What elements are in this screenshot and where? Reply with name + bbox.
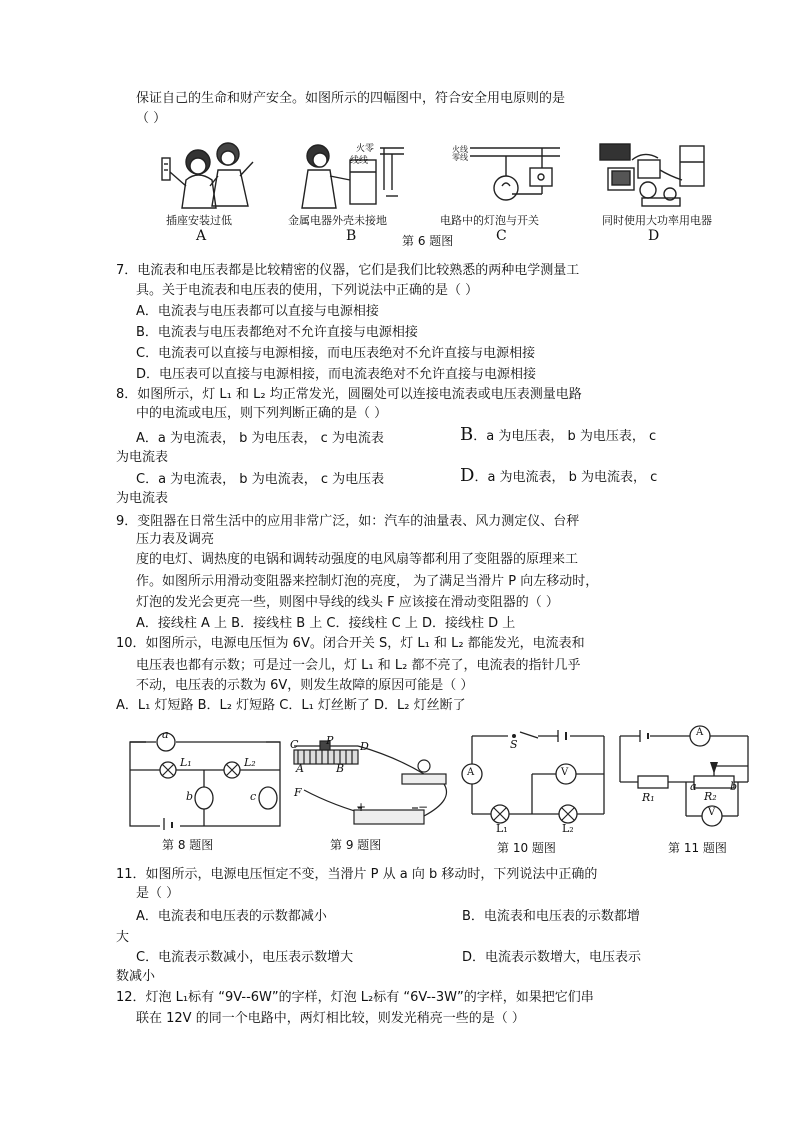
q8-stem2: 中的电流或电压，则下列判断正确的是（ ） [136, 406, 388, 421]
q6-caption-d: 同时使用大功率用电器 [602, 214, 712, 227]
q11-option-b: B．电流表和电压表的示数都增 [462, 909, 640, 924]
q9-label-minus: − [418, 800, 429, 814]
q7-option-c: C．电流表可以直接与电源相接，而电压表绝对不允许直接与电源相接 [136, 346, 536, 361]
q10-label-s: S [510, 738, 518, 751]
q8-option-b-text: ．a 为电压表， b 为电压表， c [473, 429, 657, 444]
q8-label-a: a [162, 728, 169, 741]
q9-stem1: 9．变阻器在日常生活中的应用非常广泛，如：汽车的油量表、风力测定仪、台秤 [116, 514, 580, 529]
q10-label-l2: L₂ [562, 822, 574, 835]
q10-stem1: 10．如图所示，电源电压恒为 6V。闭合开关 S，灯 L₁ 和 L₂ 都能发光，电流表和 [116, 636, 585, 651]
q9-stem3: 度的电灯、调热度的电锅和调转动强度的电风扇等都利用了变阻器的原理来工 [136, 552, 579, 567]
q10-label-ammeter: A [467, 767, 475, 778]
q9-label-a: A [296, 762, 304, 775]
q7-option-d: D．电压表可以直接与电源相接，而电流表绝对不允许直接与电源相接 [136, 367, 537, 382]
q6-c-label-live: 火线 [452, 145, 468, 154]
q9-label-p: P [326, 734, 334, 747]
q8-option-d [460, 467, 657, 487]
q6-picture-d [598, 140, 710, 210]
q10-fig-caption: 第 10 题图 [497, 841, 556, 855]
q10-stem2: 电压表也都有示数；可是过一会儿，灯 L₁ 和 L₂ 都不亮了，电流表的指针几乎 [136, 658, 581, 673]
q6-letter-b: B [346, 228, 357, 244]
q10-stem3: 不动，电压表的示数为 6V，则发生故障的原因可能是（ ） [136, 678, 474, 693]
q9-label-f: F [294, 786, 302, 799]
q8-option-d-text: ．a 为电流表， b 为电流表， c [474, 470, 658, 485]
q7-option-b: B．电流表与电压表都绝对不允许直接与电源相接 [136, 325, 418, 340]
q10-figure [458, 728, 608, 838]
q6-caption-a: 插座安装过低 [166, 214, 232, 227]
q9-stem5: 灯泡的发光会更亮一些，则图中导线的线头 F 应该接在滑动变阻器的（ ） [136, 595, 559, 610]
q7-option-a: A．电流表与电压表都可以直接与电源相接 [136, 304, 379, 319]
q11-option-d: D．电流表示数增大，电压表示 [462, 950, 642, 965]
q8-option-a: A．a 为电流表， b 为电压表， c 为电流表 [136, 431, 384, 446]
q11-label-voltmeter: V [708, 807, 716, 818]
q8-label-b: b [186, 790, 194, 803]
q9-figure [284, 736, 464, 832]
q8-figure [120, 728, 300, 833]
q6-letter-d: D [648, 228, 660, 244]
q8-option-b-tail: 为电流表 [116, 450, 169, 465]
q8-option-b [460, 426, 656, 446]
q6-letter-a: A [196, 228, 207, 244]
q12-stem2: 联在 12V 的同一个电路中，两灯相比较，则发光稍亮一些的是（ ） [136, 1011, 525, 1026]
q12-stem1: 12．灯泡 L₁标有 “9V--6W”的字样，灯泡 L₂标有 “6V--3W”的字样，如果把它们串 [116, 990, 594, 1005]
q9-label-c: C [290, 738, 299, 751]
q6-b-label-top: 火零 [356, 144, 375, 154]
q6-caption-b: 金属电器外壳未接地 [288, 214, 387, 227]
q11-option-d-tail: 数减小 [116, 969, 156, 984]
q7-stem2: 具。关于电流表和电压表的使用，下列说法中正确的是（ ） [136, 283, 479, 298]
q10-label-voltmeter: V [561, 767, 569, 778]
q11-label-r1: R₁ [642, 791, 655, 804]
q6-b-label-mid: 线线 [350, 156, 369, 166]
q6-line1: 保证自己的生命和财产安全。如图所示的四幅图中，符合安全用电原则的是 [136, 91, 566, 106]
q6-picture-b [296, 140, 406, 210]
q6-caption-c: 电路中的灯泡与开关 [440, 214, 539, 227]
q11-stem1: 11．如图所示，电源电压恒定不变，当滑片 P 从 a 向 b 移动时，下列说法中正确的 [116, 867, 598, 882]
q9-options: A．接线柱 A 上 B．接线柱 B 上 C．接线柱 C 上 D．接线柱 D 上 [136, 616, 516, 631]
q8-stem1: 8．如图所示，灯 L₁ 和 L₂ 均正常发光，圆圈处可以连接电流表或电压表测量电路 [116, 387, 582, 402]
q11-label-ammeter: A [696, 727, 704, 738]
q11-option-b-tail: 大 [116, 930, 130, 945]
q8-option-d-tail: 为电流表 [116, 491, 169, 506]
q6-letter-c: C [496, 228, 507, 244]
q9-fig-caption: 第 9 题图 [330, 838, 382, 852]
q6-paren: （ ） [136, 111, 167, 126]
q11-stem2: 是（ ） [136, 886, 180, 901]
q11-label-a: a [690, 780, 697, 793]
q8-label-c: c [250, 790, 257, 803]
q8-fig-caption: 第 8 题图 [162, 838, 214, 852]
q6-c-label-neutral: 零线 [452, 153, 468, 162]
q10-options: A．L₁ 灯短路 B．L₂ 灯短路 C．L₁ 灯丝断了 D．L₂ 灯丝断了 [116, 698, 466, 713]
q11-fig-caption: 第 11 题图 [668, 841, 727, 855]
q8-label-l2: L₂ [244, 756, 256, 769]
q7-stem1: 7．电流表和电压表都是比较精密的仪器，它们是我们比较熟悉的两种电学测量工 [116, 263, 580, 278]
q6-fig-caption: 第 6 题图 [402, 234, 454, 248]
q8-option-c: C．a 为电流表， b 为电流表， c 为电压表 [136, 472, 385, 487]
q9-label-b: B [336, 762, 345, 775]
q11-label-b: b [730, 780, 738, 793]
q8-label-l1: L₁ [180, 756, 192, 769]
q9-label-d: D [360, 740, 369, 753]
q8-option-b-letter: B [460, 424, 474, 445]
q10-label-l1: L₁ [496, 822, 508, 835]
q11-option-a: A．电流表和电压表的示数都减小 [136, 909, 327, 924]
q9-stem4: 作。如图所示用滑动变阻器来控制灯泡的亮度， 为了满足当滑片 P 向左移动时， [136, 574, 599, 589]
q9-stem2: 压力表及调亮 [136, 532, 215, 547]
q8-option-d-letter: D [460, 465, 475, 486]
q6-picture-a [160, 140, 255, 210]
q9-label-plus: + [356, 800, 367, 814]
q11-label-r2: R₂ [704, 790, 717, 803]
q11-option-c: C．电流表示数减小，电压表示数增大 [136, 950, 354, 965]
